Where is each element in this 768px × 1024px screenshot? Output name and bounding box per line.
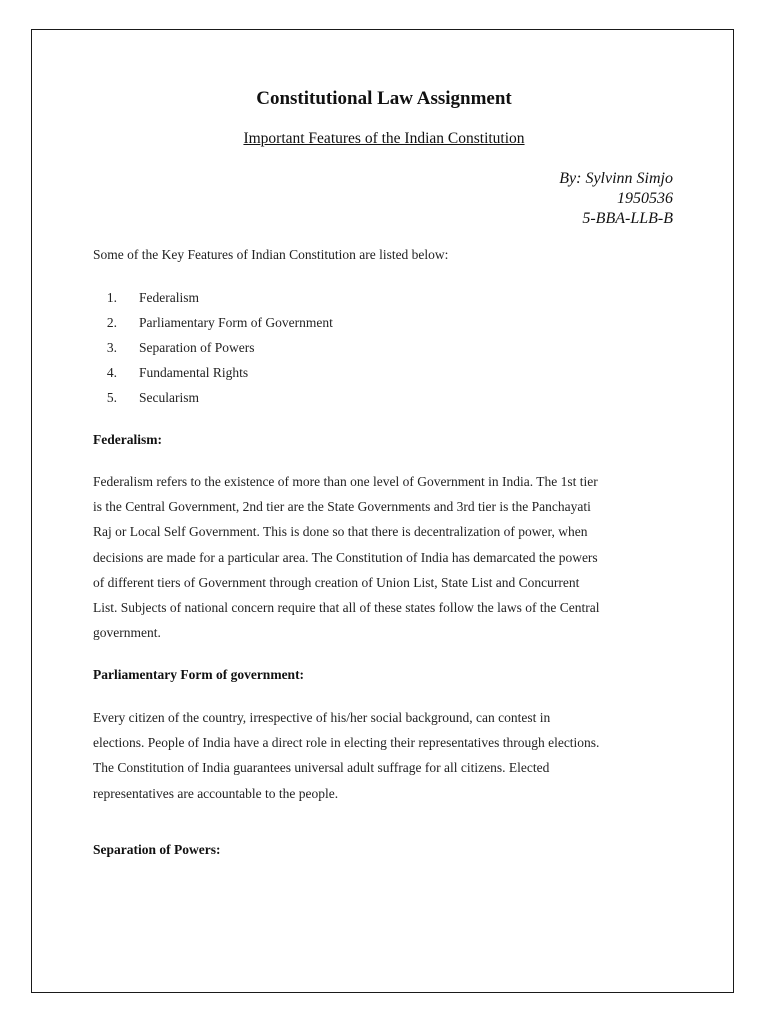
body-line: decisions are made for a particular area. The Constitution of India has demarcated the powers: [93, 549, 598, 565]
body-line: The Constitution of India guarantees universal adult suffrage for all citizens. Elected: [93, 760, 550, 776]
section-body-parliamentary: [93, 705, 683, 806]
list-item: [93, 388, 333, 413]
document-subtitle: Important Features of the Indian Constitution: [243, 130, 525, 147]
feature-list: [93, 288, 333, 413]
body-line: Raj or Local Self Government. This is done so that there is decentralization of power, when: [93, 524, 588, 540]
list-item: [93, 338, 333, 363]
body-line: Every citizen of the country, irrespective of his/her social background, can contest in: [93, 710, 551, 725]
body-line: is the Central Government, 2nd tier are the State Governments and 3rd tier is the Panchayati: [93, 499, 591, 515]
body-line: government.: [93, 625, 161, 641]
body-line: Federalism refers to the existence of more than one level of Government in India. The 1st tier: [93, 474, 598, 489]
list-label: Fundamental Rights: [139, 365, 249, 380]
author-block: [559, 169, 673, 229]
list-number: 3.: [106, 340, 117, 355]
list-number: 5.: [106, 390, 117, 405]
author-class: 5-BBA-LLB-B: [582, 210, 673, 227]
list-item: [93, 313, 333, 338]
body-line: representatives are accountable to the people.: [93, 785, 339, 801]
list-number: 4.: [106, 365, 117, 380]
document-title: Constitutional Law Assignment: [256, 88, 512, 109]
list-item: [93, 363, 333, 388]
list-label: Secularism: [139, 390, 199, 405]
list-number: 1.: [106, 290, 117, 305]
list-label: Separation of Powers: [139, 340, 255, 355]
section-heading-separation: Separation of Powers:: [93, 842, 221, 857]
section-heading-parliamentary: Parliamentary Form of government:: [93, 667, 305, 682]
list-label: Parliamentary Form of Government: [139, 315, 333, 330]
section-body-federalism: [93, 469, 683, 645]
intro-text: Some of the Key Features of Indian Constitution are listed below:: [93, 247, 449, 262]
body-line: List. Subjects of national concern require that all of these states follow the laws of the Central: [93, 600, 600, 616]
list-item: [93, 288, 333, 313]
list-label: Federalism: [139, 290, 199, 305]
author-name: By: Sylvinn Simjo: [559, 170, 673, 187]
section-heading-federalism: Federalism:: [93, 432, 162, 447]
author-id: 1950536: [617, 190, 673, 207]
list-number: 2.: [106, 315, 117, 330]
body-line: elections. People of India have a direct role in electing their representatives through elections.: [93, 735, 600, 751]
body-line: of different tiers of Government through creation of Union List, State List and Concurrent: [93, 574, 580, 590]
